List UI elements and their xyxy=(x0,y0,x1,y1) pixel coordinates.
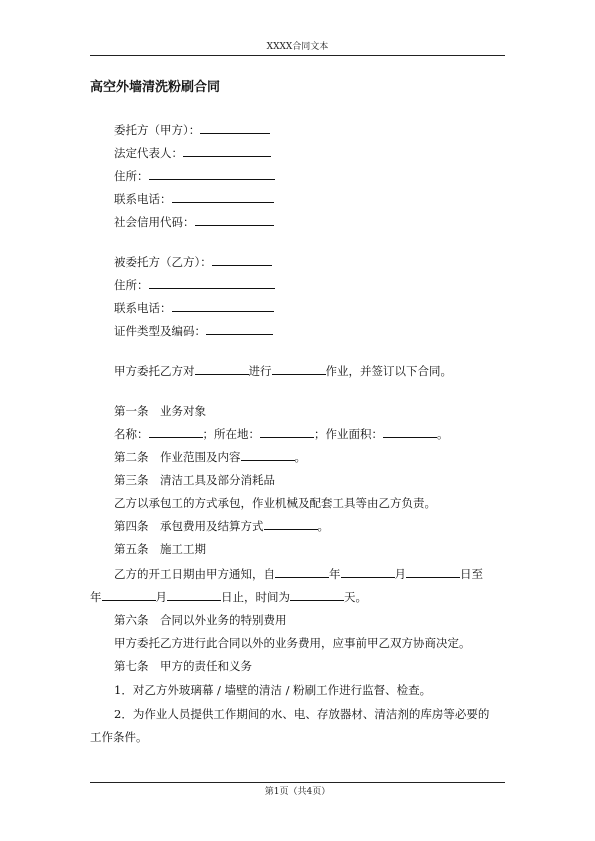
art1-heading: 第一条 业务对象 xyxy=(114,404,206,418)
credit-code-row xyxy=(114,214,274,230)
art6-heading: 第六条 合同以外业务的特别费用 xyxy=(114,613,287,627)
art7-item2-line2: 工作条件。 xyxy=(90,730,148,744)
intro-text-3: 作业，并签订以下合同。 xyxy=(325,364,452,378)
address-a-row xyxy=(114,168,275,184)
art5-month-1: 月 xyxy=(394,567,406,581)
legal-rep-row xyxy=(114,145,271,161)
id-blank[interactable] xyxy=(206,323,273,335)
art5-month-2: 月 xyxy=(155,590,167,604)
art5-year-2: 年 xyxy=(90,590,102,604)
contractor-blank[interactable] xyxy=(212,254,272,266)
art2-blank[interactable] xyxy=(241,449,295,461)
client-blank[interactable] xyxy=(200,122,270,134)
phone-b-row xyxy=(114,300,274,316)
credit-code-label: 社会信用代码： xyxy=(114,215,195,229)
page-number: 第1页（共4页） xyxy=(264,787,331,797)
address-b-blank[interactable] xyxy=(149,277,275,289)
art5-end-month-blank[interactable] xyxy=(102,589,156,601)
intro-target-blank[interactable] xyxy=(195,363,249,375)
art1-name-label: 名称： xyxy=(114,427,149,441)
art5-start-month-blank[interactable] xyxy=(341,566,395,578)
art2-end: 。 xyxy=(294,450,306,464)
address-b-label: 住所： xyxy=(114,278,149,292)
phone-a-label: 联系电话： xyxy=(114,192,172,206)
art7-item2-line1: 2．为作业人员提供工作期间的水、电、存放器材、清洁剂的库房等必要的 xyxy=(114,707,490,721)
intro-text-1: 甲方委托乙方对 xyxy=(114,364,195,378)
art1-end: 。 xyxy=(437,427,449,441)
legal-rep-blank[interactable] xyxy=(183,145,271,157)
art5-end-day-blank[interactable] xyxy=(167,589,221,601)
art5-line2 xyxy=(90,589,367,605)
contractor-row xyxy=(114,254,272,270)
client-row xyxy=(114,122,270,138)
header-rule xyxy=(90,55,505,56)
art5-line1 xyxy=(114,566,483,582)
art1-area-blank[interactable] xyxy=(383,426,437,438)
art5-day-to: 日至 xyxy=(460,567,483,581)
art5-start-year-blank[interactable] xyxy=(275,566,329,578)
phone-b-blank[interactable] xyxy=(172,300,274,312)
address-b-row xyxy=(114,277,275,293)
address-a-label: 住所： xyxy=(114,169,149,183)
art1-location-blank[interactable] xyxy=(260,426,314,438)
art5-start-text: 乙方的开工日期由甲方通知，自 xyxy=(114,567,275,581)
id-row xyxy=(114,323,273,339)
art1-detail xyxy=(114,426,449,442)
client-label: 委托方（甲方）： xyxy=(114,123,201,137)
art5-days: 天。 xyxy=(344,590,367,604)
phone-a-row xyxy=(114,191,274,207)
art3-heading: 第三条 清洁工具及部分消耗品 xyxy=(114,473,275,487)
art1-area-label: ；作业面积： xyxy=(314,427,383,441)
credit-code-blank[interactable] xyxy=(195,214,274,226)
art7-item1: 1．对乙方外玻璃幕 / 墙壁的清洁 / 粉刷工作进行监督、检查。 xyxy=(114,683,432,697)
intro-text-2: 进行 xyxy=(248,364,272,378)
art1-location-label: ；所在地： xyxy=(202,427,260,441)
art4-line xyxy=(114,518,329,534)
art5-year-1: 年 xyxy=(329,567,341,581)
art7-heading: 第七条 甲方的责任和义务 xyxy=(114,659,252,673)
art2-text: 第二条 作业范围及内容 xyxy=(114,450,241,464)
art2-line xyxy=(114,449,306,465)
address-a-blank[interactable] xyxy=(149,168,275,180)
intro-paragraph xyxy=(114,363,452,379)
art5-heading: 第五条 施工工期 xyxy=(114,542,206,556)
art6-body: 甲方委托乙方进行此合同以外的业务费用，应事前甲乙双方协商决定。 xyxy=(114,636,471,650)
page-header: XXXX合同文本 xyxy=(266,42,329,52)
art5-duration-blank[interactable] xyxy=(290,589,344,601)
art4-text: 第四条 承包费用及结算方式 xyxy=(114,519,264,533)
phone-b-label: 联系电话： xyxy=(114,301,172,315)
phone-a-blank[interactable] xyxy=(172,191,274,203)
art5-start-day-blank[interactable] xyxy=(406,566,460,578)
art5-end-text: 日止，时间为 xyxy=(221,590,290,604)
legal-rep-label: 法定代表人： xyxy=(114,146,183,160)
id-label: 证件类型及编码： xyxy=(114,324,206,338)
art4-end: 。 xyxy=(317,519,329,533)
art4-blank[interactable] xyxy=(264,518,318,530)
document-title: 高空外墙清洗粉刷合同 xyxy=(90,80,221,95)
art3-body: 乙方以承包工的方式承包，作业机械及配套工具等由乙方负责。 xyxy=(114,496,436,510)
intro-work-blank[interactable] xyxy=(272,363,326,375)
footer-rule xyxy=(90,782,505,783)
art1-name-blank[interactable] xyxy=(149,426,203,438)
contractor-label: 被委托方（乙方）： xyxy=(114,255,212,269)
